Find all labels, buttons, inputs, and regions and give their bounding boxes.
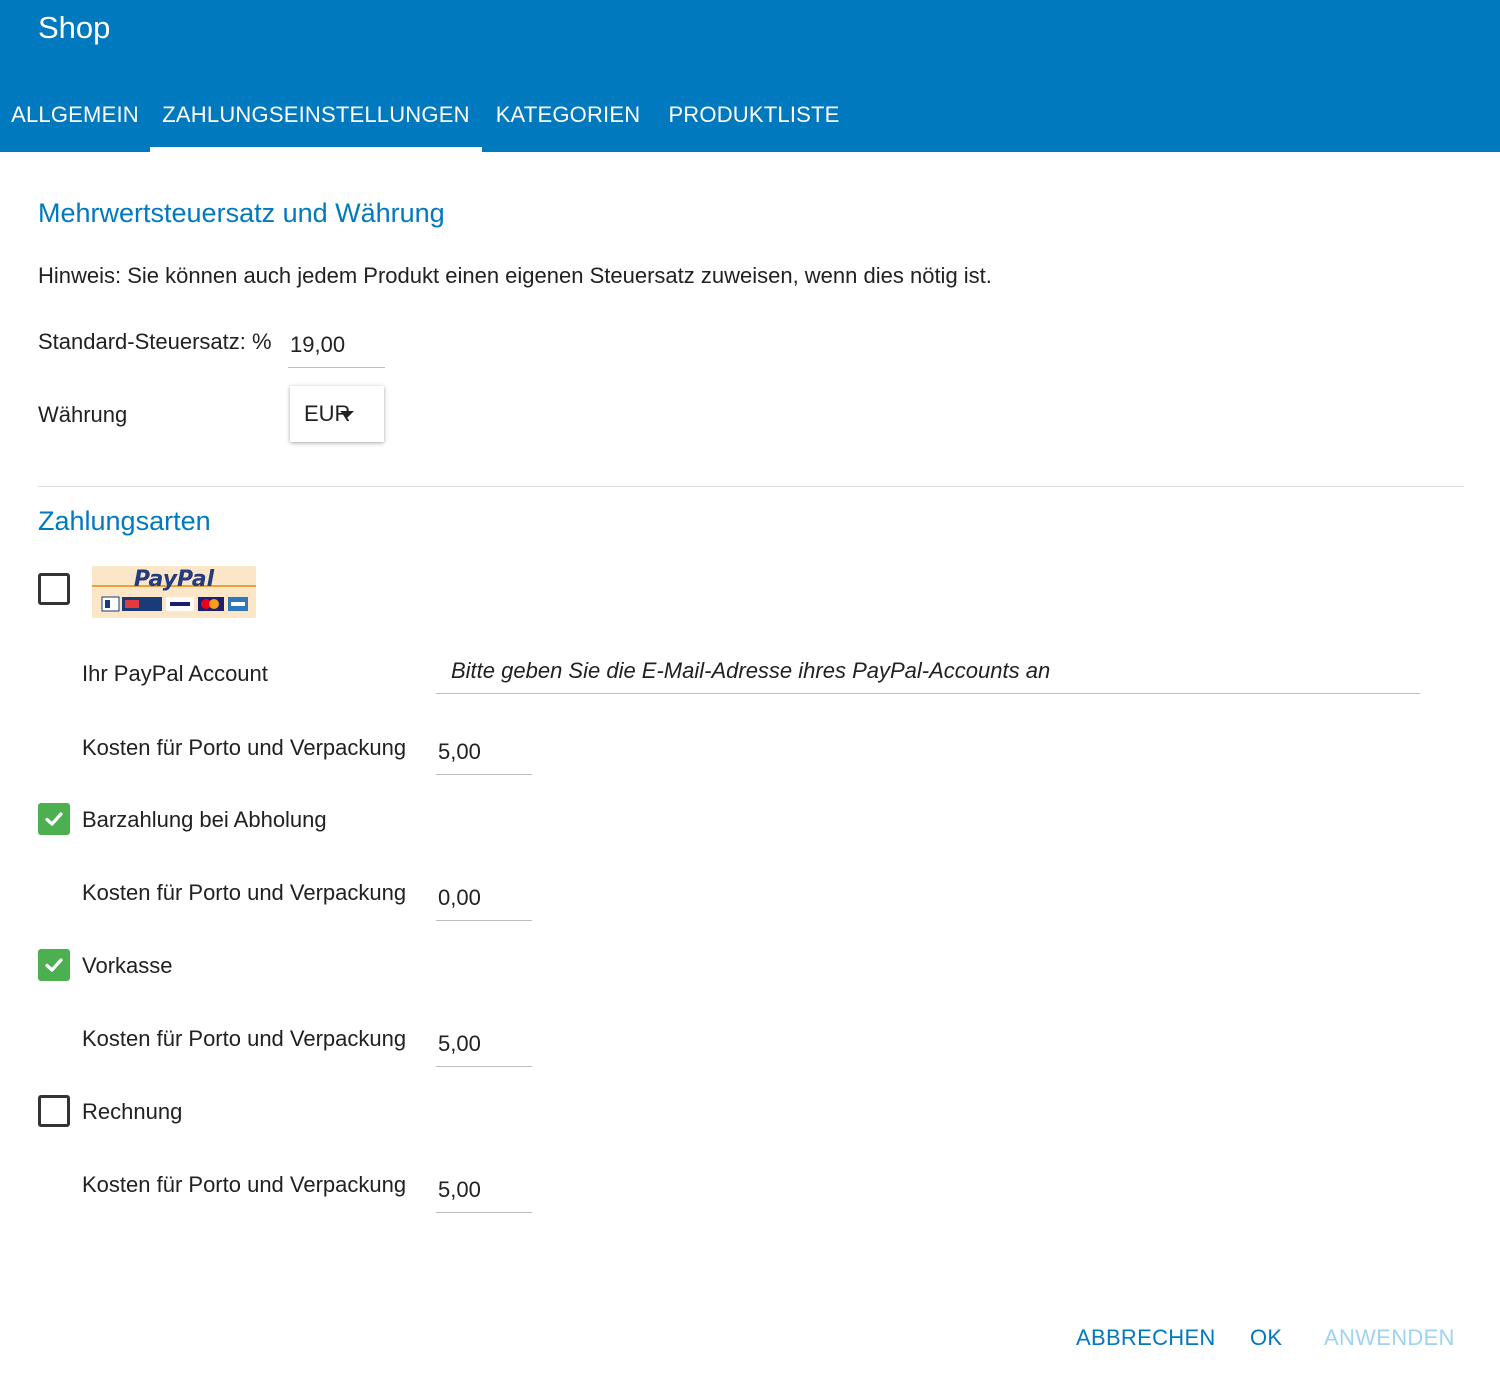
app-title: Shop [38,10,111,45]
paypal-shipping-input[interactable] [436,729,532,775]
invoice-label: Rechnung [82,1099,183,1124]
paypal-account-input[interactable] [436,648,1420,694]
invoice-shipping-label: Kosten für Porto und Verpackung [82,1172,407,1197]
prepayment-checkbox[interactable] [38,949,70,981]
apply-button[interactable]: ANWENDEN [1324,1325,1455,1350]
invoice-checkbox[interactable] [38,1095,70,1127]
cash-on-pickup-shipping-label: Kosten für Porto und Verpackung [82,880,407,905]
currency-value: EUR [304,401,351,426]
currency-select[interactable] [290,386,384,442]
tax-rate-label: Standard-Steuersatz: % [38,329,272,354]
checkmark-icon [43,808,65,830]
tab-produktliste[interactable]: PRODUKTLISTE [668,102,840,127]
dropdown-arrow-icon [340,411,354,418]
cash-on-pickup-shipping-input[interactable] [436,875,532,921]
invoice-shipping-input[interactable] [436,1167,532,1213]
cash-on-pickup-checkbox[interactable] [38,803,70,835]
tab-zahlungseinstellungen[interactable]: ZAHLUNGSEINSTELLUNGEN [150,78,482,152]
currency-label: Währung [38,402,128,427]
cancel-button[interactable]: ABBRECHEN [1076,1325,1216,1350]
paypal-checkbox[interactable] [38,573,70,605]
tab-bar [0,78,854,152]
payment-section-title: Zahlungsarten [38,506,211,536]
paypal-shipping-label: Kosten für Porto und Verpackung [82,735,407,760]
paypal-logo-text: PayPal [133,567,215,592]
prepayment-shipping-label: Kosten für Porto und Verpackung [82,1026,407,1051]
checkmark-icon [43,954,65,976]
section-divider [38,486,1464,487]
ok-button[interactable]: OK [1250,1325,1283,1350]
tab-kategorien[interactable]: KATEGORIEN [495,102,641,127]
tax-rate-input[interactable] [288,322,385,368]
tax-hint: Hinweis: Sie können auch jedem Produkt einen eigenen Steuersatz zuweisen, wenn dies nötig ist. [38,263,992,288]
tab-allgemein[interactable]: ALLGEMEIN [11,102,139,127]
paypal-logo [92,566,256,618]
prepayment-label: Vorkasse [82,953,173,978]
app-header [0,0,1500,152]
tax-section-title: Mehrwertsteuersatz und Währung [38,198,445,228]
paypal-account-label: Ihr PayPal Account [82,661,268,686]
prepayment-shipping-input[interactable] [436,1021,532,1067]
cash-on-pickup-label: Barzahlung bei Abholung [82,807,327,832]
